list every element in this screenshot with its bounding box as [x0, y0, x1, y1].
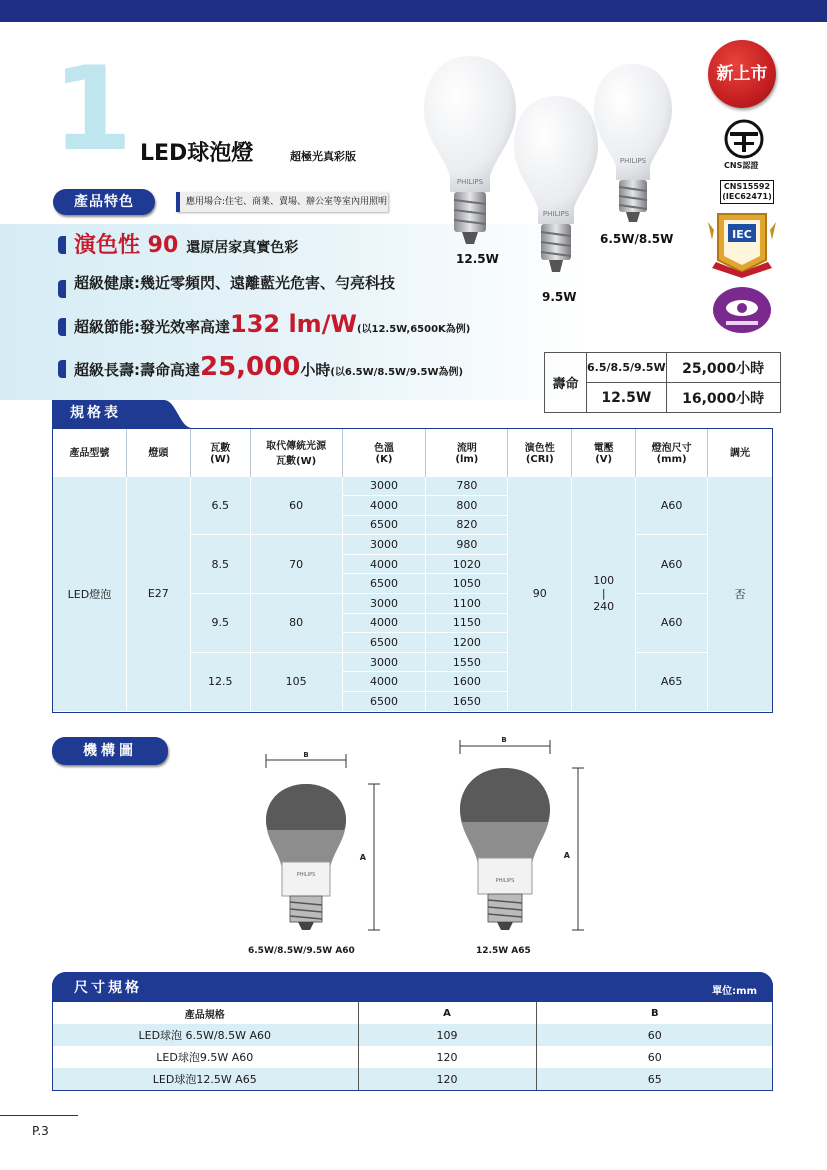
standard-cns: CNS15592 — [723, 182, 771, 191]
cell-size: A60 — [636, 535, 708, 594]
svg-text:IEC: IEC — [732, 228, 752, 241]
lifespan-label: 壽命 — [545, 353, 587, 413]
cell-cct: 6500 — [342, 515, 426, 535]
cell-replace: 80 — [250, 594, 342, 653]
cns-label: CNS認證 — [724, 161, 759, 170]
lifespan-row — [545, 353, 781, 383]
cell-volt: 100 | 240 — [572, 476, 636, 711]
cell-watt: 12.5 — [190, 652, 250, 711]
cell-lumen: 1600 — [426, 672, 508, 692]
cns-mark-icon — [722, 118, 766, 160]
spec-table — [52, 428, 773, 712]
th-base: 燈頭 — [126, 428, 190, 476]
lifespan-hours: 25,000小時 — [666, 353, 780, 383]
svg-text:PHILIPS: PHILIPS — [619, 157, 647, 165]
bullet-mark — [58, 318, 66, 336]
page-title: LED球泡燈 — [140, 141, 254, 166]
cell-lumen: 1150 — [426, 613, 508, 633]
feature-efficacy-text: 超級節能:發光效率高達 — [74, 318, 230, 336]
svg-text:A: A — [563, 851, 570, 860]
footer-rule — [0, 1115, 78, 1116]
lifespan-table — [544, 352, 781, 413]
cell-a: 109 — [358, 1024, 536, 1046]
iec-award-icon — [708, 210, 776, 280]
feature-health — [58, 272, 395, 306]
svg-text:PHILIPS: PHILIPS — [495, 878, 515, 884]
th-b: B — [536, 1002, 773, 1024]
th-size: 燈泡尺寸 (mm) — [636, 428, 708, 476]
feature-life-note: (以6.5W/8.5W/9.5W為例) — [330, 367, 464, 378]
cell-size: A60 — [636, 594, 708, 653]
svg-text:B: B — [303, 751, 309, 759]
cell-spec: LED球泡 6.5W/8.5W A60 — [52, 1024, 358, 1046]
bulb-65w-85w-label: 6.5W/8.5W — [600, 232, 674, 246]
feature-life — [58, 352, 463, 386]
cell-spec: LED球泡9.5W A60 — [52, 1046, 358, 1068]
dimension-title: 尺寸規格 — [74, 980, 142, 996]
drawing-a65 — [450, 730, 590, 940]
cell-lumen: 1650 — [426, 692, 508, 712]
cell-lumen: 1020 — [426, 554, 508, 574]
feature-cri-text: 還原居家真實色彩 — [186, 240, 299, 256]
usage-note: 應用場合:住宅、商業、賣場、辦公室等室內用照明 — [176, 192, 388, 212]
th-watt: 瓦數 (W) — [190, 428, 250, 476]
feature-life-em: 25,000 — [200, 352, 301, 382]
th-dim: 調光 — [708, 428, 773, 476]
cell-replace: 105 — [250, 652, 342, 711]
cell-cct: 3000 — [342, 652, 426, 672]
cell-b: 60 — [536, 1024, 773, 1046]
svg-text:B: B — [501, 736, 507, 744]
cell-watt: 6.5 — [190, 476, 250, 535]
cell-cct: 3000 — [342, 476, 426, 496]
cell-lumen: 1200 — [426, 633, 508, 653]
drawing-a60 — [250, 744, 390, 940]
cell-lumen: 800 — [426, 496, 508, 516]
drawing-caption-a60: 6.5W/8.5W/9.5W A60 — [248, 946, 355, 956]
cell-watt: 8.5 — [190, 535, 250, 594]
drawing-label: 機構圖 — [52, 737, 168, 765]
lifespan-hours: 16,000小時 — [666, 383, 780, 413]
cell-a: 120 — [358, 1046, 536, 1068]
cell-lumen: 1100 — [426, 594, 508, 614]
cell-replace: 60 — [250, 476, 342, 535]
svg-text:A: A — [359, 853, 366, 862]
table-row — [52, 1024, 773, 1046]
cell-watt: 9.5 — [190, 594, 250, 653]
cell-lumen: 980 — [426, 535, 508, 555]
cell-cct: 4000 — [342, 672, 426, 692]
svg-text:PHILIPS: PHILIPS — [542, 210, 570, 218]
cell-cct: 4000 — [342, 496, 426, 516]
lifespan-watt: 6.5/8.5/9.5W — [587, 353, 667, 383]
page-number: P.3 — [32, 1124, 49, 1138]
bulb-95w-label: 9.5W — [542, 290, 577, 304]
cell-cct: 6500 — [342, 574, 426, 594]
cell-model: LED燈泡 — [53, 476, 127, 711]
table-row — [52, 1068, 773, 1090]
cell-cct: 6500 — [342, 633, 426, 653]
feature-life-text: 超級長壽:壽命高達 — [74, 361, 200, 379]
cell-cct: 4000 — [342, 554, 426, 574]
th-cri: 演色性 (CRI) — [508, 428, 572, 476]
cell-cct: 3000 — [342, 594, 426, 614]
feature-efficacy-em: 132 lm/W — [230, 310, 357, 338]
cell-size: A60 — [636, 476, 708, 535]
cell-b: 60 — [647, 1050, 662, 1064]
spec-header-row — [53, 428, 773, 476]
cell-lumen: 1050 — [426, 574, 508, 594]
cell-cri: 90 — [508, 476, 572, 711]
cell-cct: 6500 — [342, 692, 426, 712]
dimension-header-row — [52, 1002, 773, 1024]
bullet-mark — [58, 280, 66, 298]
page-subtitle: 超極光真彩版 — [290, 150, 356, 163]
feature-efficacy-note: (以12.5W,6500K為例) — [356, 324, 471, 335]
bulb-125w-image — [420, 52, 520, 252]
feature-life-unit: 小時 — [300, 361, 331, 379]
th-a: A — [358, 1002, 536, 1024]
svg-text:PHILIPS: PHILIPS — [296, 872, 316, 878]
features-label: 產品特色 — [53, 189, 155, 215]
table-row — [53, 476, 773, 496]
cell-a: 120 — [358, 1068, 536, 1090]
bulb-65w-85w-image — [588, 60, 678, 230]
cell-cct: 3000 — [342, 535, 426, 555]
cell-size: A65 — [636, 652, 708, 711]
th-model: 產品型號 — [53, 428, 127, 476]
th-spec: 產品規格 — [52, 1002, 358, 1024]
new-release-badge: 新上市 — [708, 40, 776, 108]
standard-iec: (IEC62471) — [722, 192, 772, 201]
standard-box — [720, 180, 774, 204]
cell-dim: 否 — [708, 476, 773, 711]
bulb-125w-label: 12.5W — [456, 252, 499, 266]
feature-cri-em: 演色性 90 — [74, 233, 179, 258]
cell-base: E27 — [126, 476, 190, 711]
feature-efficacy — [58, 310, 470, 344]
dimension-unit: 單位:mm — [712, 986, 757, 997]
dimension-header — [52, 972, 773, 1002]
bullet-mark — [58, 236, 66, 254]
dimension-table — [52, 1002, 773, 1090]
th-volt: 電壓 (V) — [572, 428, 636, 476]
cell-b: 65 — [536, 1068, 773, 1090]
cell-spec: LED球泡12.5W A65 — [52, 1068, 358, 1090]
table-row — [52, 1046, 773, 1068]
th-replace: 取代傳統光源 瓦數(W) — [250, 428, 342, 476]
th-cct: 色溫 (K) — [342, 428, 426, 476]
spec-label: 規格表 — [70, 405, 121, 421]
bullet-mark — [58, 360, 66, 378]
th-lumen: 流明 (lm) — [426, 428, 508, 476]
cell-lumen: 820 — [426, 515, 508, 535]
feature-health-text: 超級健康:幾近零頻閃、遠離藍光危害、勻亮科技 — [74, 274, 396, 292]
cell-lumen: 1550 — [426, 652, 508, 672]
feature-cri — [58, 228, 298, 262]
top-bar — [0, 0, 827, 22]
cell-cct: 4000 — [342, 613, 426, 633]
section-number: 1 — [52, 42, 129, 177]
cell-replace: 70 — [250, 535, 342, 594]
lifespan-watt: 12.5W — [587, 383, 667, 413]
eye-care-icon — [712, 286, 772, 334]
cell-lumen: 780 — [426, 476, 508, 496]
svg-text:PHILIPS: PHILIPS — [456, 178, 484, 186]
drawing-caption-a65: 12.5W A65 — [476, 946, 531, 956]
